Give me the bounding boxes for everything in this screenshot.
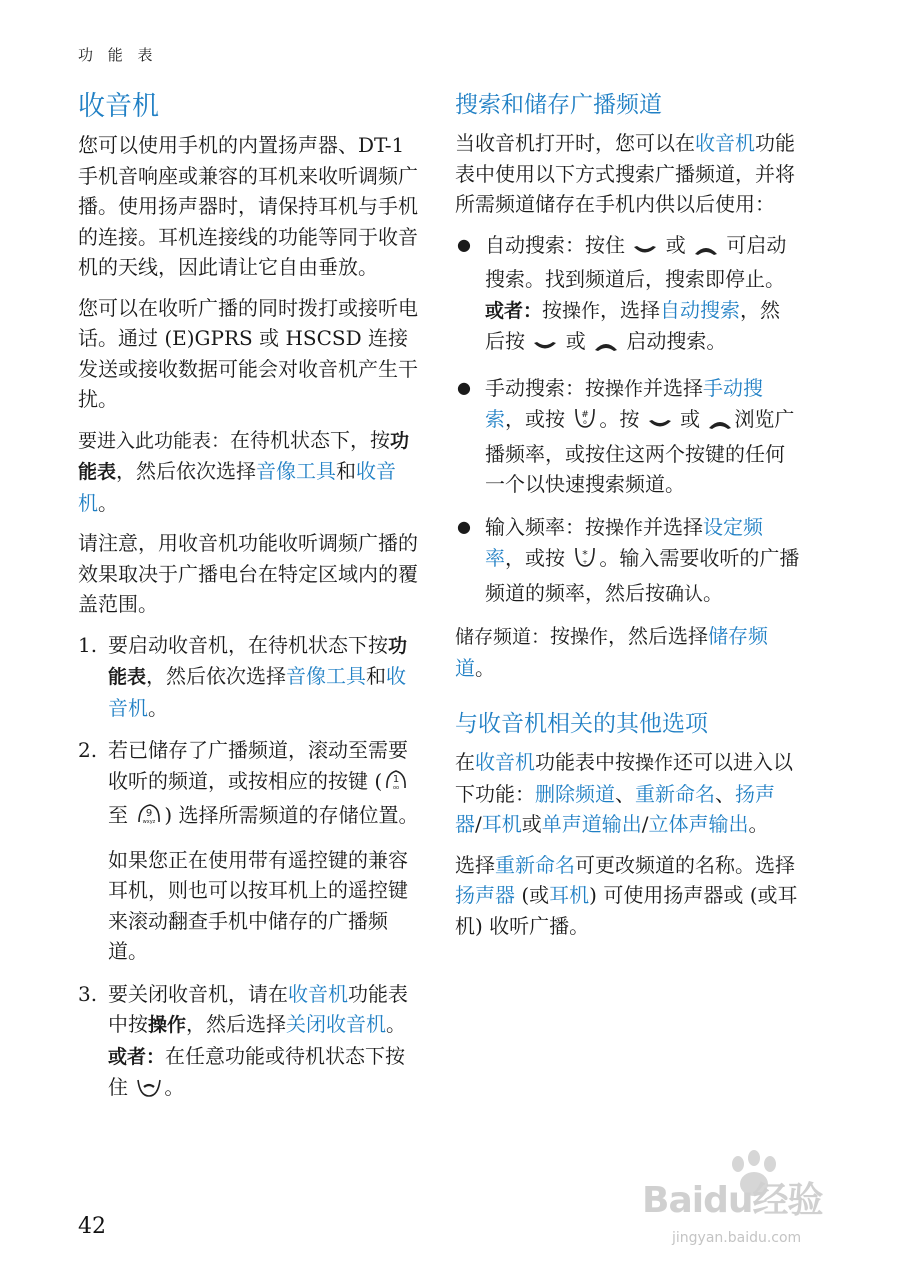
svg-text:o: o: [583, 419, 588, 426]
scroll-down-icon: [533, 330, 557, 361]
bullet-dot: ●: [457, 516, 471, 536]
options-keyword: 操作: [570, 626, 609, 648]
link-store-channel[interactable]: 储存频道: [455, 624, 769, 680]
scroll-down-icon: [633, 234, 657, 265]
bullet-auto-search: [455, 230, 800, 361]
step-item: [78, 630, 423, 724]
text: 。: [475, 655, 495, 680]
text: 在待机状态下，按: [230, 427, 391, 452]
bullet-set-frequency: [455, 512, 800, 610]
text: 选择: [455, 852, 495, 877]
link-stereo-output[interactable]: 立体声输出: [648, 812, 749, 836]
bullet-dot: ●: [457, 377, 471, 397]
text: 或: [559, 329, 593, 353]
svg-text:wxyz: wxyz: [143, 819, 156, 825]
svg-text:1: 1: [392, 773, 400, 785]
link-speaker[interactable]: 扬声器: [455, 781, 775, 836]
text: 或: [659, 232, 693, 257]
scroll-up-icon: [694, 234, 718, 265]
text: 功能表中按: [535, 750, 635, 774]
search-intro: [455, 128, 800, 220]
steps-list: [78, 630, 423, 1107]
section-title-radio: 收音机: [78, 91, 159, 122]
text: 。: [98, 490, 118, 515]
text: 要启动收音机，在待机状态下按: [108, 632, 388, 657]
text: 并选择: [643, 375, 704, 400]
text: ，然后按: [485, 297, 781, 353]
text: 可启动搜索。找到频道后，搜索即停止。: [485, 232, 787, 291]
text: 在: [455, 750, 475, 774]
link-headset[interactable]: 耳机: [549, 883, 590, 907]
text: 。: [703, 580, 724, 605]
link-radio[interactable]: 收音机: [475, 750, 535, 774]
text: 输入频率：按: [485, 514, 605, 539]
text: ) 可使用扬声器或 (或耳机) 收听广播。: [455, 883, 798, 938]
options-keyword: 操作: [635, 752, 674, 774]
running-header: 功 能 表: [78, 46, 158, 64]
intro-paragraph: 您可以使用手机的内置扬声器、DT-1 手机音响座或兼容的耳机来收听调频广播。使用扬声器时，请保持耳机与手机的连接。耳机连接线的功能等同于收音机的天线，因此请让它自由垂放。: [78, 133, 418, 279]
text: ，然后依次选择: [116, 459, 257, 483]
link-delete-channel[interactable]: 删除频道: [535, 781, 615, 806]
link-turn-off-radio[interactable]: 关闭收音机: [286, 1012, 387, 1036]
rename-paragraph: [455, 850, 800, 942]
text: 。: [148, 695, 168, 720]
other-options-paragraph: [455, 747, 800, 840]
bullet-manual-search: [455, 373, 800, 500]
text: /: [475, 812, 482, 836]
menu-keyword: 功能表: [78, 429, 410, 483]
alternatively-label: 或者：: [485, 299, 543, 322]
text: 至: [108, 803, 135, 827]
watermark-url: jingyan.baidu.com: [672, 1230, 802, 1246]
step-item: [78, 735, 423, 967]
watermark: [632, 1150, 872, 1270]
bullet-dot: ●: [457, 234, 471, 254]
page-number: 42: [78, 1214, 106, 1239]
link-speaker[interactable]: 扬声器: [455, 883, 515, 907]
text: 。输入需要收听的广播频道的频率，然后按: [485, 546, 800, 605]
text: 在任意功能或待机状态下按住: [108, 1043, 406, 1099]
svg-text:+: +: [582, 559, 588, 566]
text: 当收音机打开时，您可以在: [455, 131, 695, 155]
text: ，然后选择: [608, 624, 709, 648]
step-number: 3.: [78, 981, 98, 1006]
svg-text:oo: oo: [393, 784, 400, 791]
text: 浏览广播频率，或按住这两个按键的任何一个以快速搜索频道。: [485, 407, 795, 496]
text: /: [641, 812, 649, 836]
link-auto-search[interactable]: 自动搜索: [660, 297, 741, 322]
text: 、: [715, 781, 735, 806]
text: 按: [542, 297, 563, 322]
link-rename[interactable]: 重新命名: [635, 781, 715, 806]
key-star-icon: [573, 545, 597, 578]
link-set-frequency[interactable]: 设定频率: [485, 514, 764, 570]
link-manual-search[interactable]: 手动搜索: [485, 375, 764, 431]
watermark-logo: Baidu经验: [642, 1180, 823, 1221]
text: ，然后依次选择: [146, 664, 287, 688]
text: ，选择: [600, 297, 661, 322]
text: ，或按: [505, 546, 572, 570]
options-keyword: 操作: [148, 1014, 187, 1036]
alternatively-label: 或者：: [108, 1045, 166, 1068]
text: 若已储存了广播频道，滚动至需要收听的频道，或按相应的按键 (: [108, 738, 408, 793]
store-label: 储存频道：: [455, 626, 551, 648]
options-keyword: 操作: [562, 299, 601, 322]
text: 功能表中使用以下方式搜索广播频道，并将所需频道储存在手机内供以后使用：: [455, 131, 795, 216]
link-headset[interactable]: 耳机: [481, 812, 522, 836]
right-column: [455, 88, 800, 951]
section-title-search-store: 搜索和储存广播频道: [455, 92, 662, 118]
text: 或: [521, 812, 542, 836]
key-9-icon: [136, 802, 162, 835]
text: 。: [164, 1075, 185, 1099]
link-rename[interactable]: 重新命名: [495, 852, 575, 877]
link-radio[interactable]: 收音机: [695, 131, 755, 155]
options-keyword: 操作: [605, 516, 644, 539]
text: 。: [386, 1012, 407, 1036]
link-radio[interactable]: 收音机: [288, 981, 348, 1006]
scroll-up-icon: [594, 330, 618, 361]
call-paragraph: 您可以在收听广播的同时拨打或接听电话。通过 (E)GPRS 或 HSCSD 连接发送或接收数据可能会对收音机产生干扰。: [78, 295, 418, 411]
text: 手动搜索：按: [485, 375, 605, 400]
text: 。: [748, 812, 769, 836]
section-title-other-options: 与收音机相关的其他选项: [455, 711, 708, 737]
scroll-down-icon: [648, 408, 672, 439]
search-methods-list: [455, 230, 800, 610]
text: (或: [515, 883, 550, 907]
link-mono-output[interactable]: 单声道输出: [541, 812, 642, 836]
enter-menu-paragraph: [78, 425, 423, 519]
text: 自动搜索：按住: [485, 232, 632, 257]
svg-text:9: 9: [146, 808, 153, 819]
step-item: [78, 979, 423, 1107]
text: 和: [366, 664, 387, 688]
text: 功能表中按: [108, 981, 408, 1036]
text: 和: [336, 459, 357, 483]
coverage-paragraph: 请注意，用收音机功能收听调频广播的效果取决于广播电台在特定区域内的覆盖范围。: [78, 531, 418, 616]
text: 、: [615, 781, 635, 806]
scroll-up-icon: [708, 408, 732, 439]
text: 按: [550, 624, 571, 648]
link-media-tools[interactable]: 音像工具: [286, 664, 367, 688]
step-number: 1.: [78, 632, 98, 657]
text: 。按: [599, 407, 646, 431]
text: 启动搜索。: [620, 329, 727, 353]
text: 可更改频道的名称。选择: [575, 852, 795, 877]
svg-text:#: #: [581, 410, 590, 420]
link-media-tools[interactable]: 音像工具: [256, 459, 337, 483]
text: 要关闭收音机，请在: [108, 981, 288, 1006]
options-keyword: 操作: [605, 377, 644, 400]
step-number: 2.: [78, 738, 98, 762]
store-channel-paragraph: [455, 621, 800, 683]
ok-keyword: 确认: [665, 582, 704, 605]
link-radio[interactable]: 收音机: [78, 459, 397, 515]
key-end-icon: [136, 1076, 162, 1107]
key-hash-icon: [573, 406, 597, 439]
link-radio[interactable]: 收音机: [108, 664, 407, 720]
text: ) 选择所需频道的存储位置。: [164, 803, 419, 827]
left-column: [78, 88, 423, 1119]
text: ，然后选择: [186, 1012, 287, 1036]
key-1-icon: [384, 768, 408, 801]
text: 或: [673, 407, 707, 431]
svg-text:*: *: [582, 548, 589, 561]
text: 还可以进入以下功能：: [455, 750, 794, 806]
text: 并选择: [643, 514, 704, 539]
text: ，或按: [505, 407, 572, 431]
enter-label: 要进入此功能表：: [78, 429, 231, 452]
headset-note: 如果您正在使用带有遥控键的兼容耳机，则也可以按耳机上的遥控键来滚动翻查手机中储存的广播频道。: [108, 847, 408, 963]
menu-keyword: 功能表: [108, 634, 408, 688]
